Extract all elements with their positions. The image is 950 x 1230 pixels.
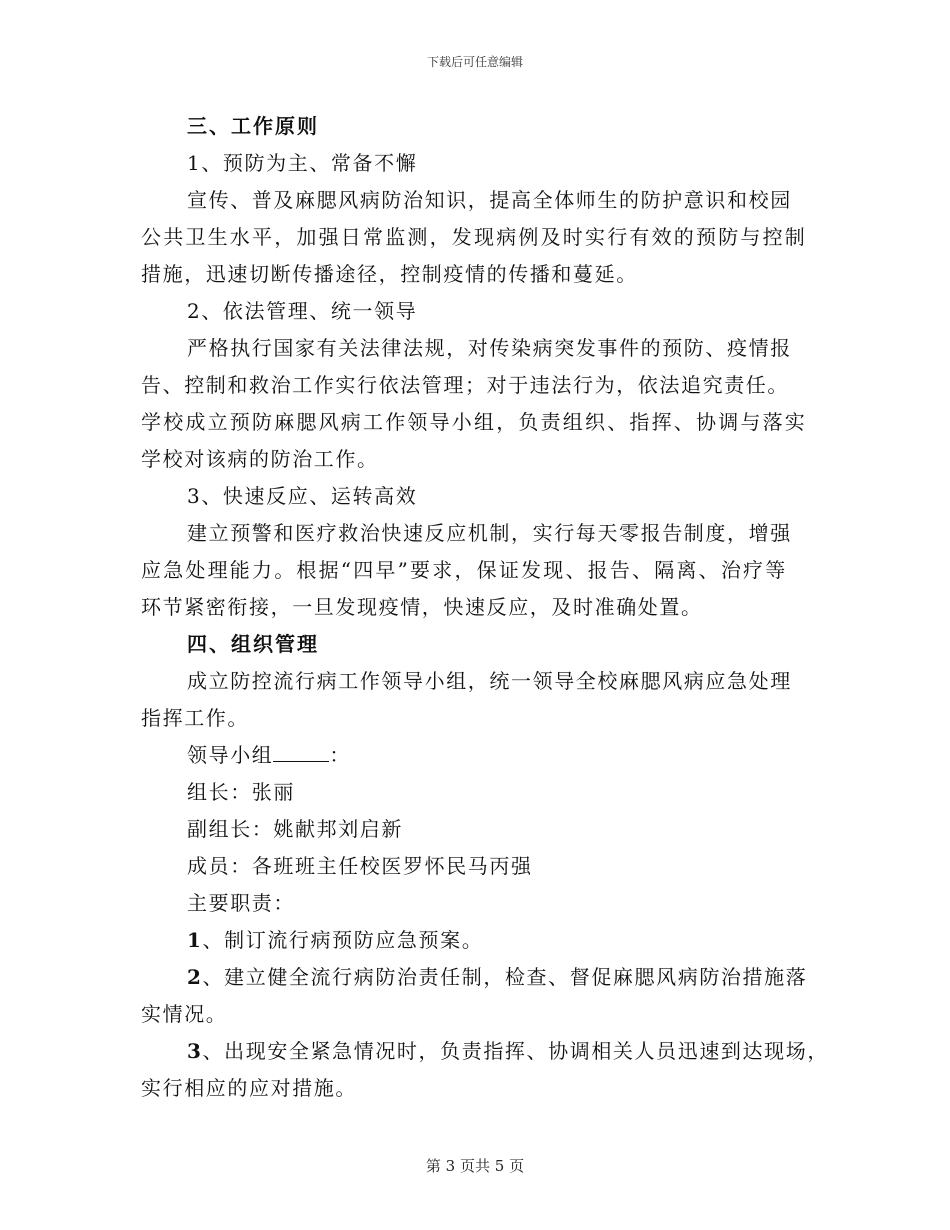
leading-group-colon: ： (329, 743, 352, 767)
principle-1-title: 1、预防为主、常备不懈 (187, 151, 418, 175)
principle-3-line-2: 应急处理能力。根据“四早”要求，保证发现、报告、隔离、治疗等 (141, 558, 788, 582)
principle-3-line-3: 环节紧密衔接，一旦发现疫情，快速反应，及时准确处置。 (141, 595, 703, 619)
duty-3-line-2: 实行相应的应对措施。 (141, 1076, 357, 1100)
duty-2-line-2: 实情况。 (141, 1002, 228, 1026)
main-duties-label: 主要职责： (187, 891, 295, 915)
principle-3-line-1: 建立预警和医疗救治快速反应机制，实行每天零报告制度，增强 (187, 521, 792, 545)
document-body (141, 108, 829, 1107)
group-leader: 组长：张丽 (187, 780, 295, 804)
principle-1-line-1: 宣传、普及麻腮风病防治知识，提高全体师生的防护意识和校园 (187, 188, 792, 212)
section-title-work-principles: 三、工作原则 (187, 114, 319, 138)
duty-2-number: 2 (187, 965, 203, 989)
duty-2-line-1 (141, 959, 811, 996)
principle-1-line-2: 公共卫生水平，加强日常监测，发现病例及时实行有效的预防与控制 (141, 225, 807, 249)
duty-1 (141, 922, 811, 959)
duty-3-number: 3 (187, 1039, 203, 1063)
section-title-organization: 四、组织管理 (187, 632, 319, 656)
organization-intro-line-1: 成立防控流行病工作领导小组，统一领导全校麻腮风病应急处理 (187, 669, 792, 693)
organization-intro-line-2: 指挥工作。 (141, 706, 249, 730)
principle-3-title: 3、快速反应、运转高效 (187, 484, 418, 508)
principle-2-line-3: 学校成立预防麻腮风病工作领导小组，负责组织、指挥、协调与落实 (141, 410, 807, 434)
duty-3-text: 、出现安全紧急情况时，负责指挥、协调相关人员迅速到达现场， (202, 1039, 829, 1063)
fill-in-blank (273, 741, 329, 762)
duty-1-text: 、制订流行病预防应急预案。 (202, 928, 484, 952)
principle-2-line-2: 告、控制和救治工作实行依法管理；对于违法行为，依法追究责任。 (141, 373, 789, 397)
duty-3-line-1 (141, 1033, 829, 1070)
duty-1-number: 1 (187, 928, 203, 952)
vice-group-leader: 副组长：姚献邦刘启新 (187, 817, 403, 841)
duty-2-text: 、建立健全流行病防治责任制，检查、督促麻腮风病防治措施落 (202, 965, 808, 989)
principle-2-line-1: 严格执行国家有关法律法规，对传染病突发事件的预防、疫情报 (187, 336, 792, 360)
page-header: 下载后可任意编辑 (426, 55, 523, 69)
principle-1-line-3: 措施，迅速切断传播途径，控制疫情的传播和蔓延。 (141, 262, 638, 286)
principle-2-title: 2、依法管理、统一领导 (187, 299, 418, 323)
principle-2-line-4: 学校对该病的防治工作。 (141, 447, 379, 471)
group-members: 成员：各班班主任校医罗怀民马丙强 (187, 854, 533, 878)
leading-group-line (141, 737, 811, 774)
page-number-footer: 第 3 页共 5 页 (425, 1157, 525, 1175)
leading-group-label: 领导小组 (187, 743, 274, 767)
